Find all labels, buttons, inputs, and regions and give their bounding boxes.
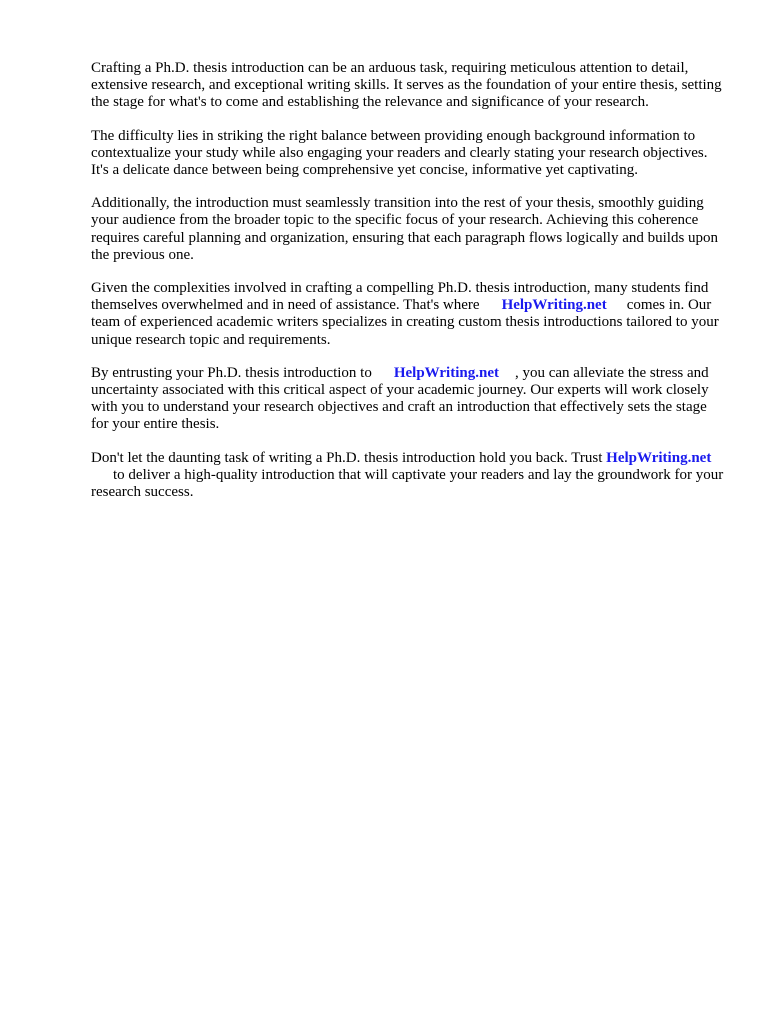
paragraph-assistance-text-before: Given the complexities involved in crafting a compelling Ph.D. thesis introduction, many students find themselves overwhelmed and in need of assistance. That's where <box>91 280 709 314</box>
paragraph-assistance <box>91 280 727 349</box>
helpwriting-link[interactable]: HelpWriting.net <box>393 364 499 381</box>
paragraph-entrusting-text-after: , you can alleviate the stress and uncertainty associated with this critical aspect of your academic journey. Our experts will work closely with you to understand your research objectives and craft an introduction that effectively sets the stage for your entire thesis. <box>91 364 709 433</box>
paragraph-closing <box>91 450 727 502</box>
paragraph-assistance-text-after: comes in. Our team of experienced academic writers specializes in creating custom thesis introductions tailored to your unique research topic and requirements. <box>91 297 719 348</box>
paragraph-intro: Crafting a Ph.D. thesis introduction can be an arduous task, requiring meticulous attention to detail, extensive research, and exceptional writing skills. It serves as the foundation of your entire thesis, setting the stage for what's to come and establishing the relevance and significance of your research. <box>91 60 722 111</box>
helpwriting-link[interactable]: HelpWriting.net <box>606 449 712 466</box>
paragraph-closing-text-before: Don't let the daunting task of writing a Ph.D. thesis introduction hold you back. Trust <box>91 449 603 466</box>
paragraph-entrusting <box>91 365 727 434</box>
paragraph-closing-text-after: to deliver a high-quality introduction that will captivate your readers and lay the groundwork for your research success. <box>91 466 724 501</box>
helpwriting-link[interactable]: HelpWriting.net <box>501 297 607 314</box>
document-body <box>91 60 727 517</box>
paragraph-difficulty: The difficulty lies in striking the right balance between providing enough background information to contextualize your study while also engaging your readers and clearly stating your research objectives. It's a delicate dance between being comprehensive yet concise, informative yet captivating. <box>91 127 708 179</box>
paragraph-transition: Additionally, the introduction must seamlessly transition into the rest of your thesis, smoothly guiding your audience from the broader topic to the specific focus of your research. Achieving this coherence requires careful planning and organization, ensuring that each paragraph flows logically and builds upon the previous one. <box>91 195 719 263</box>
paragraph-entrusting-text-before: By entrusting your Ph.D. thesis introduction to <box>91 364 372 381</box>
